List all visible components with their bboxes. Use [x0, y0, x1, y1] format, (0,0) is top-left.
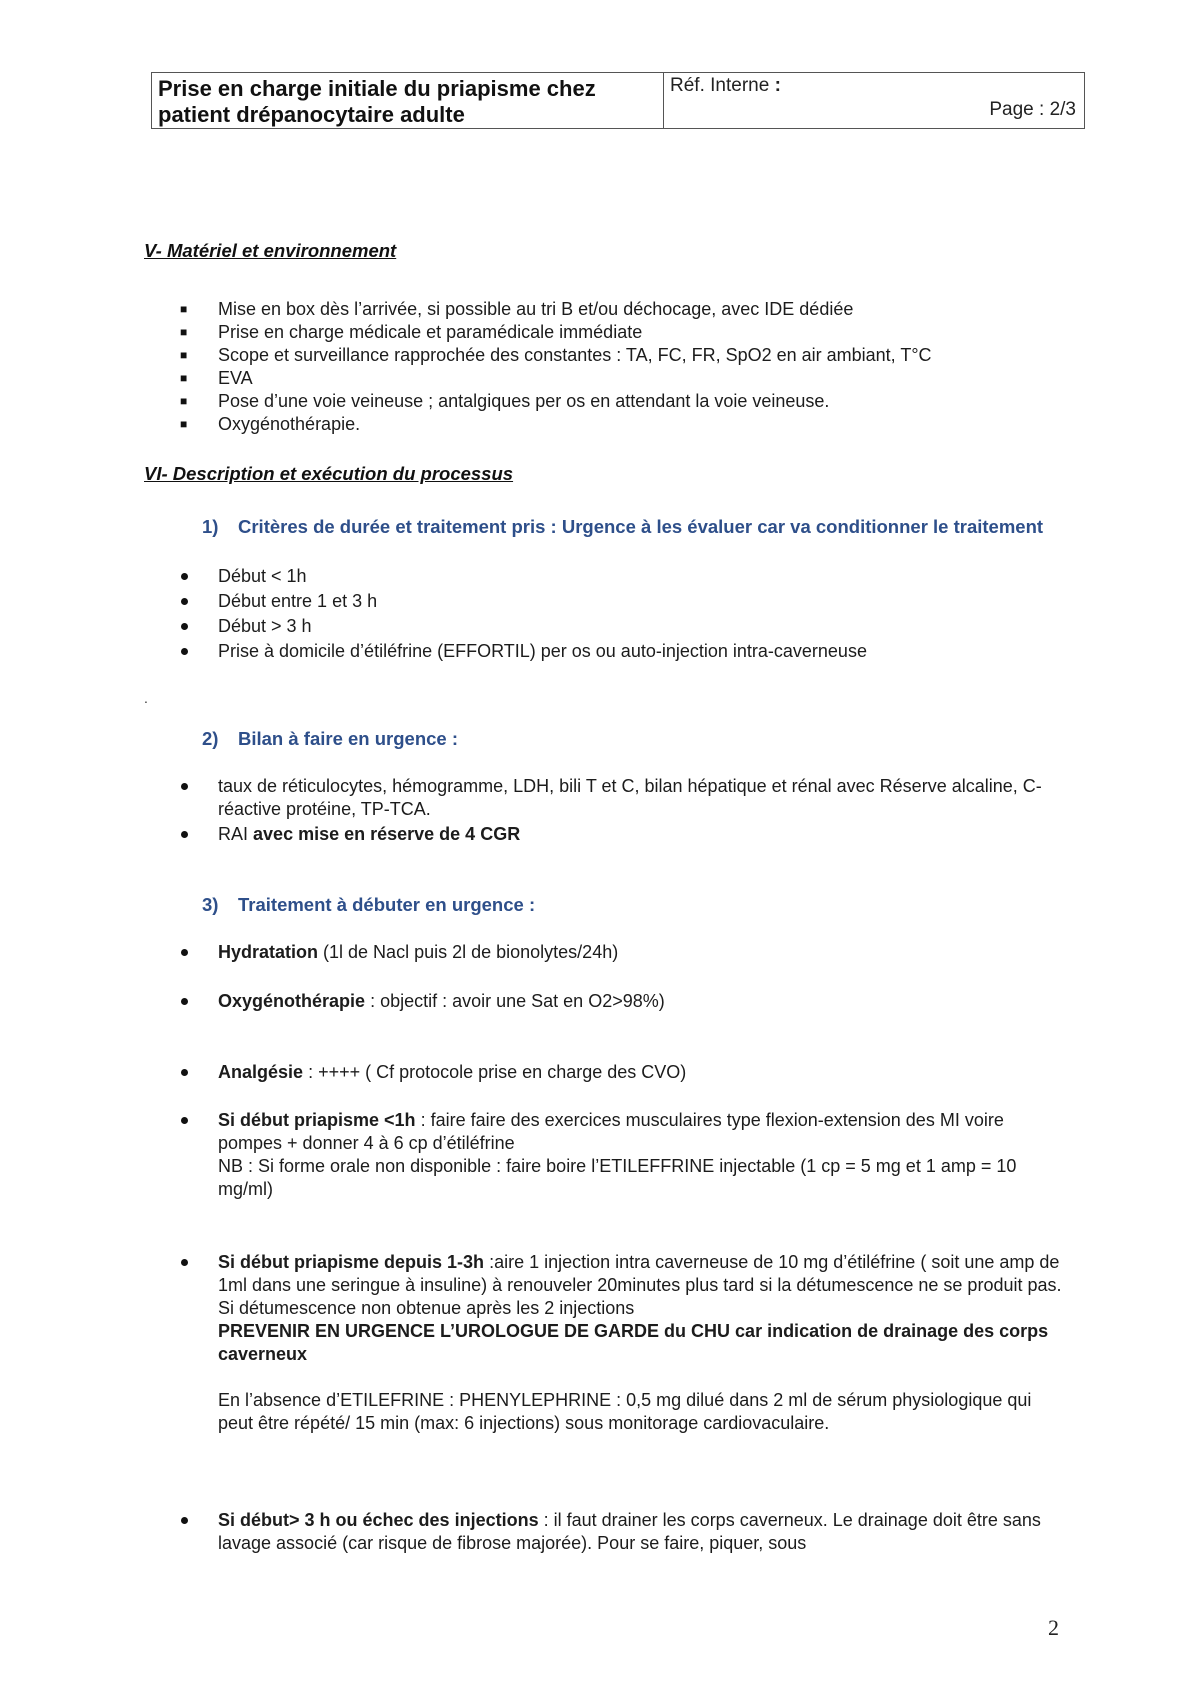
subsection-number: 1): [202, 516, 219, 537]
list-item: [218, 823, 1068, 846]
phenylephrine-alternative: En l’absence d’ETILEFRINE : PHENYLEPHRINE : 0,5 mg dilué dans 2 ml de sérum physiologique qui peut être répété/ 15 min (max: 6 injections) sous monitorage cardiovaculaire.: [218, 1390, 1032, 1433]
bold-label: Analgésie: [218, 1062, 304, 1082]
square-bullet-icon: ■: [180, 302, 188, 316]
title-line-1: Prise en charge initiale du priapisme chez: [158, 76, 596, 101]
square-bullet-icon: ■: [180, 371, 188, 385]
subsection-number: 3): [202, 894, 219, 915]
list-item: Pose d’une voie veineuse ; antalgiques per os en attendant la voie veineuse.: [218, 391, 830, 411]
square-bullet-icon: ■: [180, 394, 188, 408]
bold-label: Si début priapisme depuis 1-3h: [218, 1252, 485, 1272]
stray-dot: .: [144, 690, 148, 706]
subsection-number: 2): [202, 728, 219, 749]
item-text: (1l de Nacl puis 2l de bionolytes/24h): [323, 942, 619, 962]
ref-colon: :: [774, 75, 781, 96]
item-text: : il faut drainer les corps caverneux. Le drainage doit être sans lavage associé (car risque de fibrose majorée). Pour se faire, piquer, sous: [218, 1510, 1041, 1553]
list-item: taux de réticulocytes, hémogramme, LDH, bili T et C, bilan hépatique et rénal avec Réserve alcaline, C-réactive protéine, TP-TCA.: [218, 776, 1042, 819]
list-item: EVA: [218, 368, 253, 388]
round-bullet-icon: [181, 831, 188, 838]
treatment-over-3h: [218, 1509, 1068, 1555]
round-bullet-icon: [181, 648, 188, 655]
square-bullet-icon: ■: [180, 325, 188, 339]
title-line-2: patient drépanocytaire adulte: [158, 102, 465, 127]
round-bullet-icon: [181, 783, 188, 790]
header-meta: [664, 73, 1084, 128]
bold-label: Oxygénothérapie: [218, 991, 366, 1011]
list-item: Prise à domicile d’étiléfrine (EFFORTIL) per os ou auto-injection intra-caverneuse: [218, 641, 867, 661]
internal-reference: [670, 75, 781, 97]
treatment-analgesie: [218, 1061, 1068, 1084]
item-text: : faire faire des exercices musculaires type flexion-extension des MI voire pompes + donner 4 à 6 cp d’étiléfrine: [218, 1110, 1004, 1153]
urologist-warning: PREVENIR EN URGENCE L’UROLOGUE DE GARDE du CHU car indication de drainage des corps caverneux: [218, 1321, 1049, 1364]
rai-bold-text: avec mise en réserve de 4 CGR: [253, 824, 521, 844]
subsection-3-heading: [202, 893, 1072, 916]
round-bullet-icon: [181, 1259, 188, 1266]
round-bullet-icon: [181, 598, 188, 605]
rai-text: RAI: [218, 824, 249, 844]
subsection-title: Bilan à faire en urgence :: [238, 728, 459, 749]
list-item: Début > 3 h: [218, 616, 312, 636]
round-bullet-icon: [181, 623, 188, 630]
list-item: Prise en charge médicale et paramédicale immédiate: [218, 322, 643, 342]
round-bullet-icon: [181, 573, 188, 580]
item-text: :aire 1 injection intra caverneuse de 10 mg d’étiléfrine ( soit une amp de 1ml dans une seringue à insuline) à renouveler 20minutes plus tard si la détumescence ne se produit pas. Si détumescence non obtenue après les 2 injections: [218, 1252, 1062, 1318]
list-item: Mise en box dès l’arrivée, si possible au tri B et/ou déchocage, avec IDE dédiée: [218, 299, 854, 319]
subsection-2-heading: [202, 727, 1072, 750]
treatment-hydratation: [218, 941, 1068, 964]
subsection-1-heading: [202, 515, 1072, 538]
section-6-title: VI- Description et exécution du processus: [144, 463, 514, 484]
round-bullet-icon: [181, 998, 188, 1005]
subsection-title: Traitement à débuter en urgence :: [238, 894, 536, 915]
item-text: : objectif : avoir une Sat en O2>98%): [370, 991, 665, 1011]
list-item: Début < 1h: [218, 566, 307, 586]
list-item: Scope et surveillance rapprochée des constantes : TA, FC, FR, SpO2 en air ambiant, T°C: [218, 345, 932, 365]
bold-label: Hydratation: [218, 942, 319, 962]
bold-label: Si début priapisme <1h: [218, 1110, 416, 1130]
list-item: Début entre 1 et 3 h: [218, 591, 378, 611]
header-table: [151, 72, 1085, 129]
nb-note: NB : Si forme orale non disponible : faire boire l’ETILEFFRINE injectable (1 cp = 5 mg et 1 amp = 10 mg/ml): [218, 1156, 1017, 1199]
ref-label: Réf. Interne: [670, 75, 770, 96]
page-indicator: Page : 2/3: [989, 99, 1076, 120]
round-bullet-icon: [181, 1069, 188, 1076]
section-5-title: V- Matériel et environnement: [144, 240, 397, 261]
treatment-1-to-3h: [218, 1251, 1068, 1435]
document-title: [152, 73, 664, 128]
square-bullet-icon: ■: [180, 417, 188, 431]
round-bullet-icon: [181, 1517, 188, 1524]
treatment-under-1h: [218, 1109, 1068, 1201]
list-item: Oxygénothérapie.: [218, 414, 361, 434]
treatment-oxygenotherapie: [218, 990, 1068, 1013]
round-bullet-icon: [181, 1117, 188, 1124]
item-text: : ++++ ( Cf protocole prise en charge des CVO): [308, 1062, 687, 1082]
page-number: 2: [1048, 1615, 1059, 1640]
bold-label: Si début> 3 h ou échec des injections: [218, 1510, 539, 1530]
subsection-title: Critères de durée et traitement pris : Urgence à les évaluer car va conditionner le traitement: [238, 516, 1044, 537]
square-bullet-icon: ■: [180, 348, 188, 362]
round-bullet-icon: [181, 949, 188, 956]
